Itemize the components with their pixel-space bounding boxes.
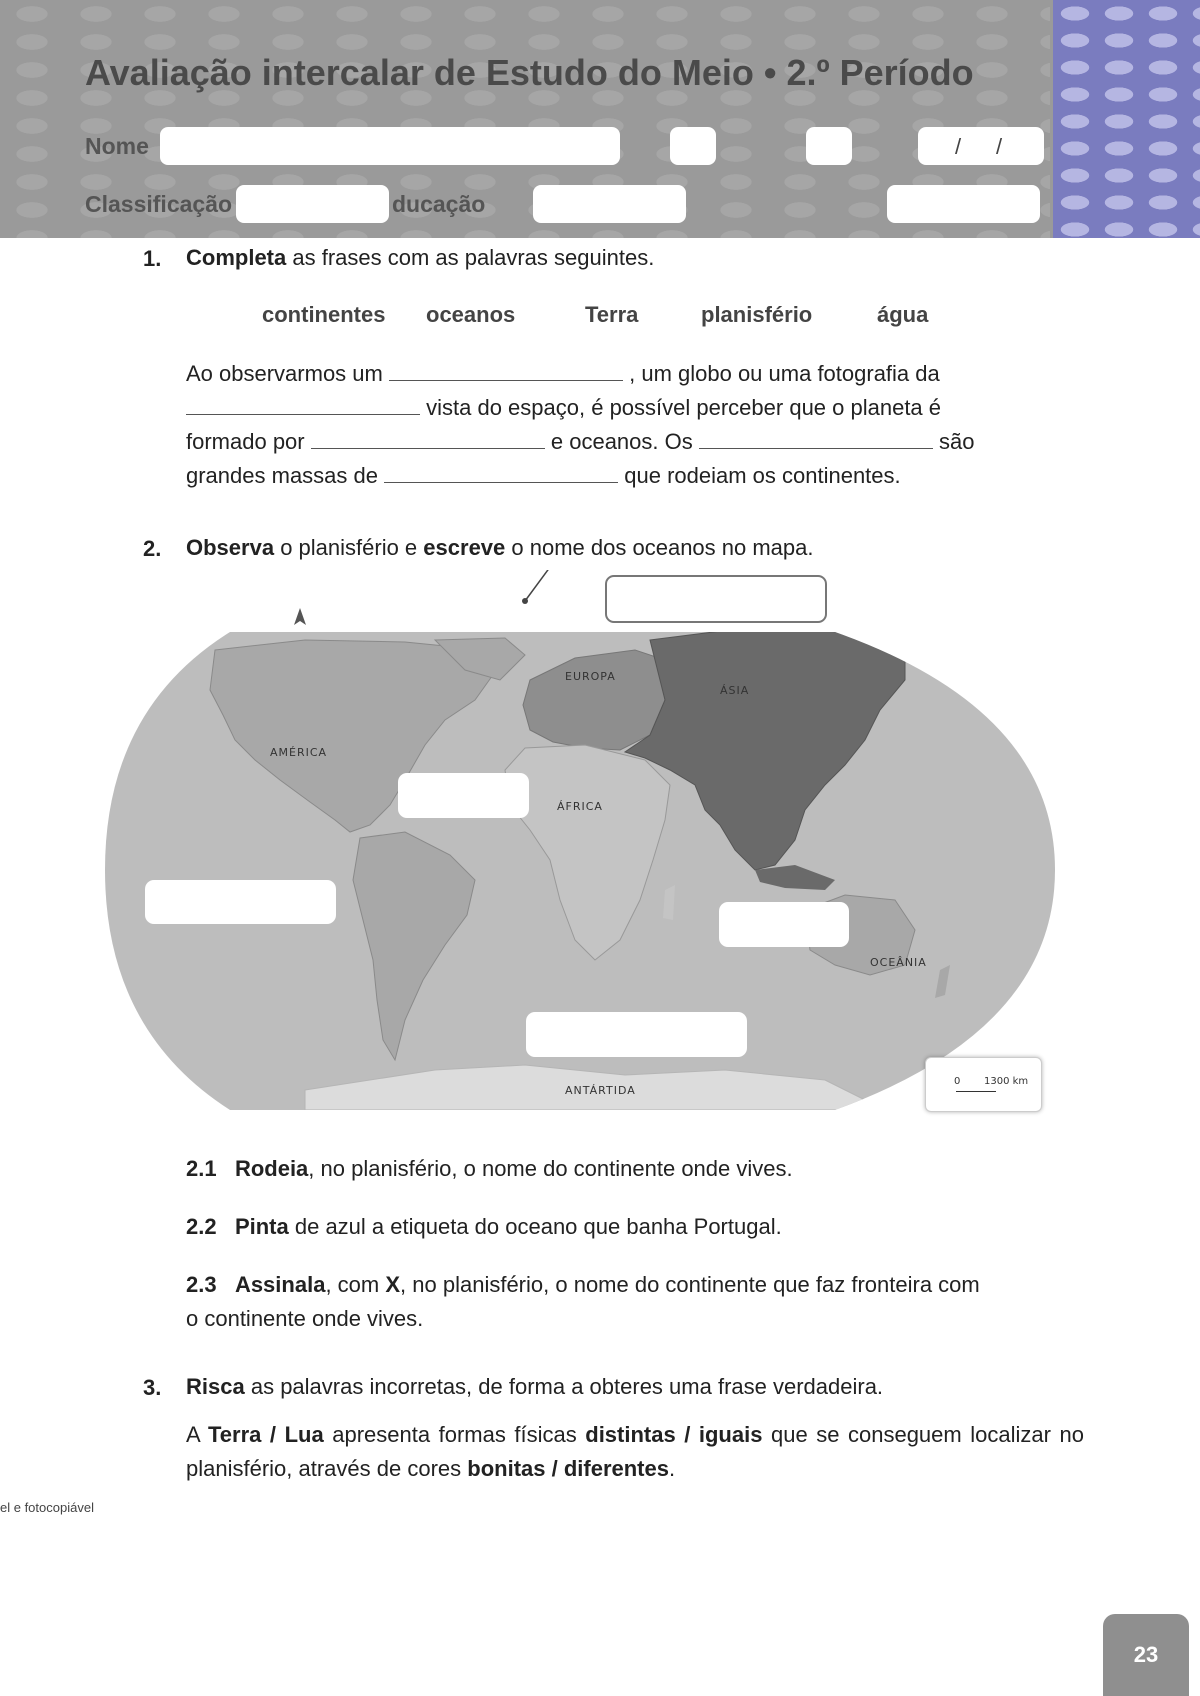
q1-text: Ao observarmos um [186, 361, 383, 386]
class-field[interactable] [806, 127, 852, 165]
q3-text: apresenta formas físicas [332, 1422, 577, 1447]
q3-sentence [186, 1418, 1084, 1486]
q1-line [186, 357, 1016, 391]
q2-text: o nome dos oceanos no mapa. [511, 535, 814, 560]
ocean-label-box-pacific[interactable] [145, 880, 336, 924]
map-label-africa: ÁFRICA [557, 800, 603, 813]
word-bank-item: água [877, 302, 929, 327]
q1-line [186, 391, 1016, 425]
word-bank-item: continentes [262, 302, 386, 327]
map-label-europe: EUROPA [565, 670, 616, 683]
q1-text: são [939, 429, 975, 454]
q3-text: as palavras incorretas, de forma a obteres uma frase verdadeira. [250, 1374, 884, 1399]
scale-bar [956, 1091, 996, 1092]
north-arrow-icon [294, 608, 306, 625]
q3-option[interactable]: Terra / Lua [208, 1422, 324, 1447]
q23-text: , no planisfério, o nome do continente que faz fronteira com [400, 1272, 980, 1297]
fill-blank[interactable] [699, 428, 933, 449]
fill-blank[interactable] [384, 462, 618, 483]
q2-text: o planisfério e [280, 535, 418, 560]
scale-zero: 0 [954, 1076, 961, 1087]
q3-verb: Risca [186, 1374, 245, 1399]
q1-verb: Completa [186, 245, 287, 270]
page-number: 23 [1103, 1614, 1189, 1696]
word-bank-item: oceanos [426, 302, 516, 327]
fill-blank[interactable] [311, 428, 545, 449]
q23-mark: X [385, 1272, 401, 1297]
q23-line: o continente onde vives. [186, 1306, 424, 1331]
q1-text: vista do espaço, é possível perceber que o planeta é [426, 395, 942, 420]
q22-verb: Pinta [234, 1214, 289, 1239]
q2-number: 2. [143, 536, 162, 561]
q23-text: , com [325, 1272, 380, 1297]
q1-number: 1. [143, 246, 162, 271]
map-label-oceania: OCEÂNIA [870, 956, 927, 969]
q1-text: grandes massas de [186, 463, 378, 488]
date-separator: / [955, 134, 962, 159]
q3-text: que se conseguem localizar no planisfério, através de cores [186, 1422, 1084, 1481]
q2-instruction [186, 531, 814, 565]
ocean-label-box-southern[interactable] [526, 1012, 747, 1057]
footer-note: el e fotocopiável [0, 1500, 94, 1515]
q3-option[interactable]: distintas / iguais [585, 1422, 763, 1447]
q22 [186, 1210, 782, 1244]
ocean-label-box-north-atlantic[interactable] [398, 773, 529, 818]
name-field[interactable] [160, 127, 620, 165]
pointer-dot [522, 598, 528, 604]
q3-option[interactable]: bonitas / diferentes [467, 1456, 669, 1481]
q1-text: que rodeiam os continentes. [624, 463, 901, 488]
pointer-arrow [525, 570, 553, 601]
q1-line [186, 425, 1016, 459]
map-scale [925, 1057, 1042, 1112]
map-label-antarctica: ANTÁRTIDA [565, 1084, 636, 1097]
side-decoration [1053, 0, 1200, 238]
q22-number: 2.2 [186, 1214, 217, 1239]
q3-text: A [186, 1422, 200, 1447]
classification-field[interactable] [236, 185, 389, 223]
header-banner [0, 0, 1200, 238]
q1-instruction [186, 241, 654, 275]
word-bank-item: Terra [585, 302, 639, 327]
q2-verb: Observa [186, 535, 275, 560]
q1-text: as frases com as palavras seguintes. [292, 245, 655, 270]
q23-verb: Assinala [234, 1272, 326, 1297]
q1-paragraph [186, 357, 1016, 493]
q21 [186, 1152, 793, 1186]
ocean-label-box-indian[interactable] [719, 902, 849, 947]
map-label-asia: ÁSIA [720, 684, 750, 697]
q21-text: , no planisfério, o nome do continente onde vives. [308, 1156, 793, 1181]
q3-number: 3. [143, 1375, 162, 1400]
q21-verb: Rodeia [234, 1156, 309, 1181]
word-bank-item: planisfério [701, 302, 813, 327]
date-separator: / [996, 134, 1003, 159]
name-label: Nome [85, 133, 149, 159]
q23-number: 2.3 [186, 1272, 217, 1297]
q21-number: 2.1 [186, 1156, 217, 1181]
classification-label: Classificação [85, 191, 233, 217]
q3-instruction [186, 1370, 883, 1404]
education-field[interactable] [533, 185, 686, 223]
signature-field[interactable] [887, 185, 1040, 223]
map-label-america: AMÉRICA [270, 746, 328, 759]
q23-line [186, 1268, 1066, 1302]
scale-distance: 1300 km [984, 1076, 1029, 1087]
date-field[interactable] [918, 127, 1044, 165]
q23 [186, 1268, 1066, 1336]
q22-text: de azul a etiqueta do oceano que banha Portugal. [294, 1214, 782, 1239]
q1-text: formado por [186, 429, 305, 454]
education-label: ducação [392, 191, 486, 217]
page-title: Avaliação intercalar de Estudo do Meio • 2.º Período [85, 52, 974, 93]
q1-line [186, 459, 1016, 493]
q2-verb: escreve [423, 535, 506, 560]
q1-text: e oceanos. Os [550, 429, 693, 454]
ocean-label-box-arctic[interactable] [605, 575, 827, 623]
fill-blank[interactable] [186, 394, 420, 415]
q3-text: . [668, 1456, 676, 1481]
q1-text: , um globo ou uma fotografia da [629, 361, 940, 386]
number-field[interactable] [670, 127, 716, 165]
fill-blank[interactable] [389, 360, 623, 381]
